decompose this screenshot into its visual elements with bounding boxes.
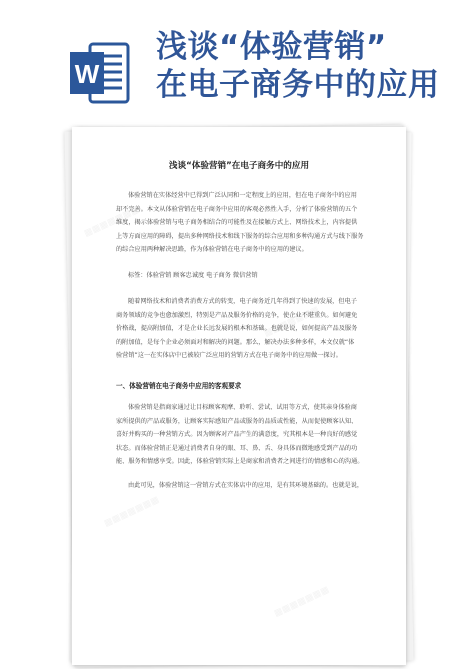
text-line: 维度，揭示体验营销与电子商务相结合的可能性及在接触方式上、网络技术上，内容提供 [116,219,358,226]
text-line: 验营销”这一在实体店中已被较广泛应用的营销方式在电子商务中的应用做一探讨。 [116,352,342,359]
text-line: 上等方面应用的障碍，提出多种网络技术和线下服务的综合应用和多种沟通方式与线下服务 [116,232,364,240]
word-document-icon [68,42,130,104]
text-line: 家所提供的产品或服务，让顾客实际感知产品或服务的品质或性能，从而促使顾客认知、 [116,417,358,425]
text-line: 却不完善。本文从体验营销在电子商务中应用的客观必然性入手，分析了体验营销的五个 [116,205,358,213]
keywords [116,269,380,283]
text-line: 体验营销在实体经营中已得到广泛认同和一定程度上的应用，但在电子商务中的应用 [128,192,357,199]
logo-letter: W [74,59,100,89]
text-line: 随着网络技术和消费者消费方式的转变，电子商务近几年得到了快速的发展，但电子 [128,298,357,305]
intro-paragraph [116,295,368,363]
text-line: 状态。而体验营销正是通过消费者自身的眼、耳、鼻、舌、身具体而微地感受到产品的功 [116,444,358,452]
text-line: 价格战，提高附加值，才是企业长远发展的根本和基础。也就是说，如何提高产品及服务 [116,325,358,332]
abstract-paragraph [116,189,368,257]
watermark: ▦▦▦▦▦▦▦ [262,304,321,340]
banner-title-line2: 在电子商务中的应用 [156,67,440,103]
text-line: 商务领域的竞争也愈加激烈，特别是产品及服务价格的竞争，使企业不堪重负。如何避免 [116,311,358,319]
watermark: ▦▦▦▦▦▦▦ [272,584,331,620]
text-line: 的附加值，是每个企业必须面对和解决的问题。那么，解决办法多种多样，本文仅就“体 [116,338,355,346]
section1-paragraph [116,401,368,469]
banner-title-line1: 浅谈“体验营销” [156,29,387,65]
banner-title [156,28,468,104]
text-line: 由此可见，体验营销这一营销方式在实体店中的应用，是有其环境基础的。也就是说， [128,482,364,489]
document-page [72,127,406,665]
text-line: 的综合应用两种解决思路，作为体验营销在电子商务中的应用的建议。 [116,246,308,253]
closing-paragraph [116,479,368,493]
document-title: 浅谈“体验营销”在电子商务中的应用 [168,161,310,171]
banner [0,0,474,120]
section-heading: 一、体验营销在电子商务中应用的客观要求 [116,382,242,390]
keywords-line: 标签：体验营销 顾客忠诚度 电子商务 微信营销 [128,272,258,279]
text-line: 能、服务和情感享受。因此，体验营销实际上是商家和消费者之间进行的情感和心的沟通。 [116,458,364,465]
text-line: 喜好并购买的一种营销方式。因为顾客对产品产生的满意度，究其根本是一种良好的感觉 [116,431,358,438]
watermark: ▦▦▦▦▦▦▦ [102,494,161,530]
text-line: 体验营销是指商家通过让目标顾客观摩、聆听、尝试、试用等方式，使其亲身体验商 [128,404,357,411]
watermark: ▦▦▦▦▦▦▦ [82,204,141,240]
